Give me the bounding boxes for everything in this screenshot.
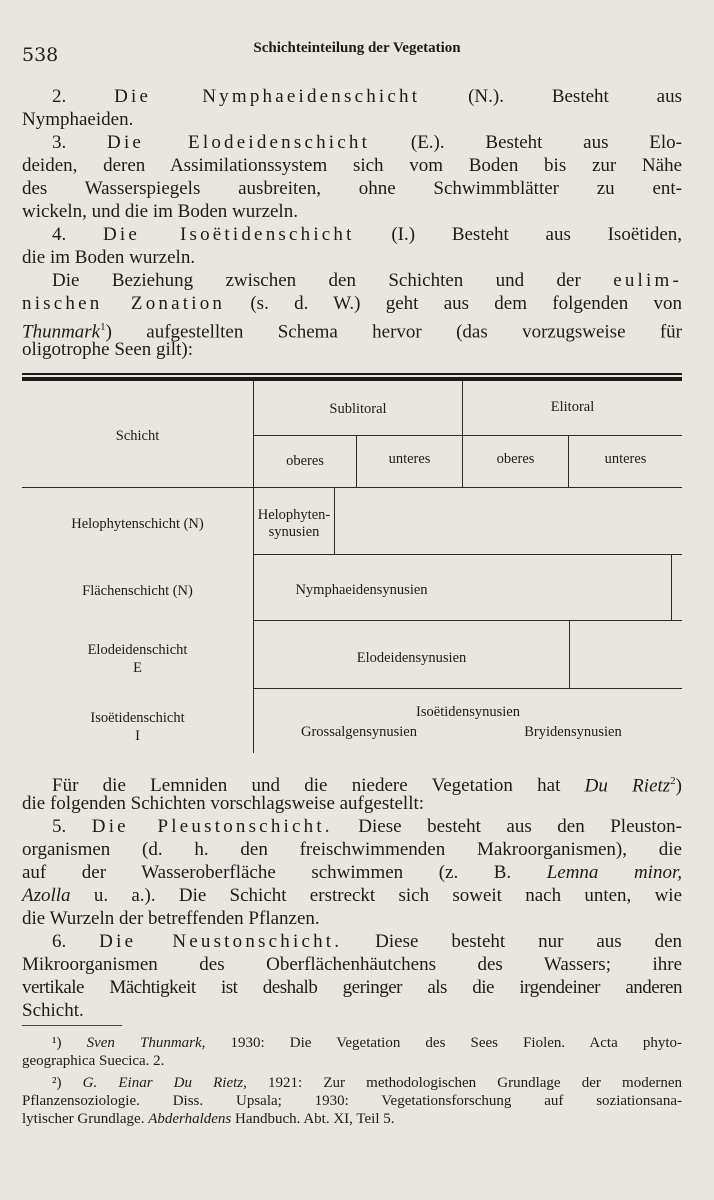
intro-line-1: Die Beziehung zwischen den Schichten und der eulim- — [52, 270, 682, 291]
footnote-2-line-1: ²) G. Einar Du Rietz, 1921: Zur methodologischen Grundlage der modernen — [52, 1075, 683, 1091]
item-6-line-1: 6. Die Neustonschicht. Diese besteht nur aus den — [52, 931, 682, 952]
item-3-line-1: 3. Die Elodeidenschicht (E.). Besteht aus Elo- — [52, 132, 682, 153]
item-6-line-2: Mikroorganismen des Oberflächenhäutchens des Wassers; ihre — [22, 954, 682, 975]
row-helophyten-cell-a: Helophyten- — [257, 507, 331, 523]
row-elodeiden-cell: Elodeidensynusien — [356, 650, 467, 666]
page-number: 538 — [22, 44, 59, 66]
item-5-heading: Die Pleustonschicht. — [91, 816, 333, 837]
row-helophyten-cell-b: synusien — [268, 524, 320, 540]
item-3-line-4: wickeln, und die im Boden wurzeln. — [22, 201, 298, 222]
intro-line-2: nischen Zonation (s. d. W.) geht aus dem folgenden von — [22, 293, 682, 314]
item-4-line-1: 4. Die Isoëtidenschicht (I.) Besteht aus Isoëtiden, — [52, 224, 682, 245]
row-isoetiden-layer-a: Isoëtidenschicht — [90, 710, 185, 726]
item-3-line-2: deiden, deren Assimilationssystem sich vom Boden bis zur Nähe — [22, 155, 682, 176]
item-2-line-1: 2. Die Nymphaeidenschicht (N.). Besteht aus — [52, 86, 682, 107]
lemniden-line-2: die folgenden Schichten vorschlagsweise aufgestellt: — [22, 793, 425, 814]
item-4-line-2: die im Boden wurzeln. — [22, 247, 196, 268]
item-4-heading: Die Isoëtidenschicht — [102, 224, 355, 245]
item-6-line-3: vertikale Mächtigkeit ist deshalb geringer als die irgendeiner anderen — [22, 977, 682, 998]
item-2-heading: Die Nymphaeidenschicht — [114, 86, 421, 107]
header-sublitoral-oberes: oberes — [286, 453, 324, 469]
row-elodeiden-layer-b: E — [133, 660, 142, 676]
item-6-heading: Die Neustonschicht. — [99, 931, 343, 952]
header-sublitoral-unteres: unteres — [388, 451, 431, 467]
footnote-2-line-2: Pflanzensoziologie. Diss. Upsala; 1930: Vegetationsforschung auf soziationsana- — [22, 1093, 682, 1109]
row-helophyten-layer: Helophytenschicht (N) — [71, 516, 204, 532]
item-5-line-5: die Wurzeln der betreffenden Pflanzen. — [22, 908, 320, 929]
item-6-line-4: Schicht. — [22, 1000, 84, 1021]
row-isoetiden-layer-b: I — [135, 728, 140, 744]
footnote-2-line-3: lytischer Grundlage. Abderhaldens Handbuch. Abt. XI, Teil 5. — [22, 1111, 395, 1127]
footnote-1-line-2: geographica Suecica. 2. — [22, 1053, 165, 1069]
intro-line-3: Thunmark$^1$) aufgestellten Schema hervor (das vorzugsweise für — [22, 321, 682, 343]
footnote-separator — [22, 1025, 122, 1026]
row-isoetiden-cell-left: Grossalgensynusien — [301, 724, 417, 740]
footnote-1-line-1: ¹) Sven Thunmark, 1930: Die Vegetation des Sees Fiolen. Acta phyto- — [52, 1035, 682, 1051]
intro-line-4: oligotrophe Seen gilt): — [22, 339, 193, 360]
row-isoetiden-cell-top: Isoëtidensynusien — [416, 704, 520, 720]
item-5-line-1: 5. Die Pleustonschicht. Diese besteht aus den Pleuston- — [52, 816, 683, 837]
row-flaechen-layer: Flächenschicht (N) — [82, 583, 193, 599]
row-flaechen-cell: Nymphaeidensynusien — [295, 582, 428, 598]
header-schicht: Schicht — [115, 428, 160, 444]
header-sublitoral: Sublitoral — [329, 401, 387, 417]
row-elodeiden-layer-a: Elodeidenschicht — [87, 642, 188, 658]
item-2-line-2: Nymphaeiden. — [22, 109, 134, 130]
header-elitoral-unteres: unteres — [604, 451, 647, 467]
item-3-line-3: des Wasserspiegels ausbreiten, ohne Schwimmblätter zu ent- — [22, 178, 682, 199]
row-isoetiden-cell-right: Bryidensynusien — [524, 724, 622, 740]
lemniden-line-1: Für die Lemniden und die niedere Vegetation hat Du Rietz$^2$) — [52, 775, 682, 797]
item-5-line-4: Azolla u. a.). Die Schicht erstreckt sich soweit nach unten, wie — [22, 885, 682, 906]
running-title: Schichteinteilung der Vegetation — [253, 40, 461, 56]
item-5-line-3: auf der Wasseroberfläche schwimmen (z. B. Lemna minor, — [22, 862, 682, 883]
header-elitoral-oberes: oberes — [496, 451, 535, 467]
item-3-heading: Die Elodeidenschicht — [107, 132, 371, 153]
header-elitoral: Elitoral — [550, 399, 595, 415]
item-5-line-2: organismen (d. h. den freischwimmenden Makroorganismen), die — [22, 839, 682, 860]
